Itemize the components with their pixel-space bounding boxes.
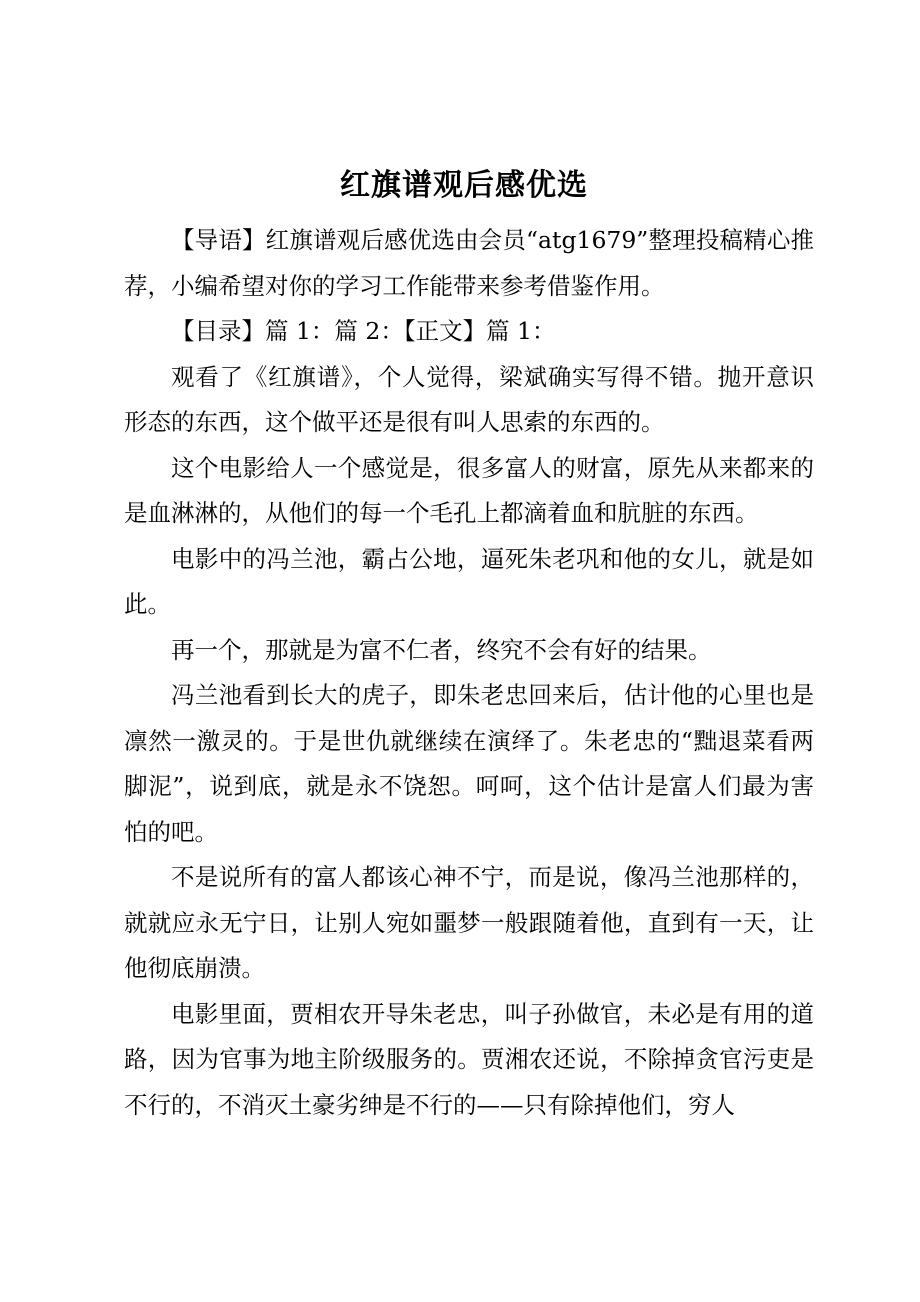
paragraph: 电影里面，贾相农开导朱老忠，叫子孙做官，未必是有用的道路，因为官事为地主阶级服务的。贾湘农还说，不除掉贪官污吏是不行的，不消灭土豪劣绅是不行的——只有除掉他们，穷人: [124, 999, 814, 1119]
document-title: 红旗谱观后感优选: [340, 168, 588, 203]
paragraph-contents: 【目录】篇 1：篇 2：【正文】篇 1：: [171, 317, 556, 345]
paragraph: 观看了《红旗谱》，个人觉得，梁斌确实写得不错。抛开意识形态的东西，这个做平还是很有叫人思索的东西的。: [124, 362, 814, 436]
paragraph: 再一个，那就是为富不仁者，终究不会有好的结果。: [171, 635, 712, 664]
paragraph: 冯兰池看到长大的虎子，即朱老忠回来后，估计他的心里也是凛然一激灵的。于是世仇就继续在演绎了。朱老忠的“黜退菜看两脚泥”，说到底，就是永不饶恕。呵呵，这个估计是富人们最为害怕的吧。: [124, 681, 814, 846]
paragraph: 不是说所有的富人都该心神不宁，而是说，像冯兰池那样的，就就应永无宁日，让别人宛如噩梦一般跟随着他，直到有一天，让他彻底崩溃。: [124, 863, 814, 982]
document-body: [124, 218, 814, 1128]
paragraph: 电影中的冯兰池，霸占公地，逼死朱老巩和他的女儿，就是如此。: [124, 544, 814, 618]
paragraph-intro: 【导语】红旗谱观后感优选由会员“atg1679”整理投稿精心推荐，小编希望对你的学习工作能带来参考借鉴作用。: [124, 226, 814, 300]
paragraph: 这个电影给人一个感觉是，很多富人的财富，原先从来都来的是血淋淋的，从他们的每一个毛孔上都滴着血和肮脏的东西。: [124, 453, 814, 527]
